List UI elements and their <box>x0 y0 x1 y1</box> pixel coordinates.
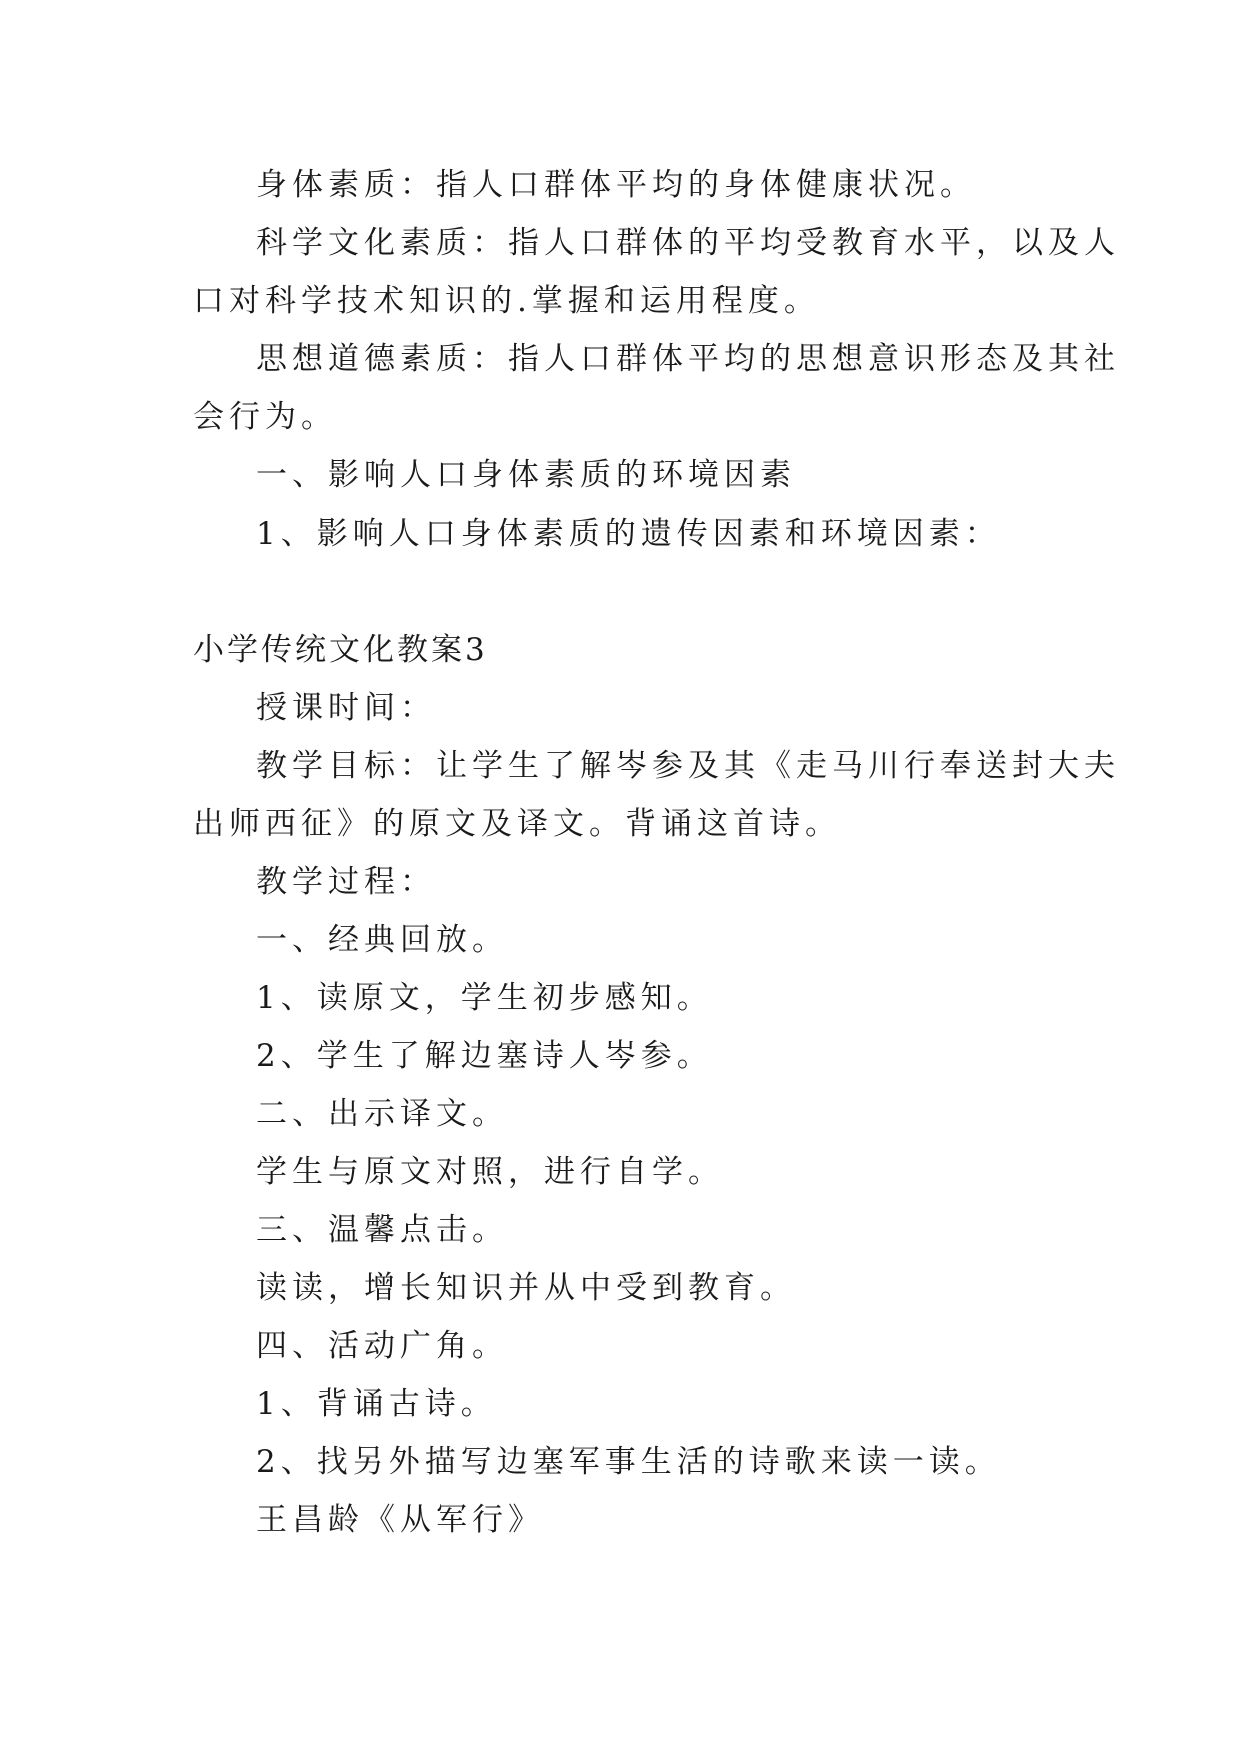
teaching-process: 教学过程： <box>256 864 436 900</box>
class-time: 授课时间： <box>256 690 436 726</box>
section-heading-environment: 一、影响人口身体素质的环境因素 <box>256 457 796 493</box>
step-one-item-1: 1、读原文，学生初步感知。 <box>256 980 713 1016</box>
step-two-text: 学生与原文对照，进行自学。 <box>256 1154 724 1190</box>
list-item-genetic-environment: 1、影响人口身体素质的遗传因素和环境因素： <box>256 516 1001 552</box>
lesson-title: 小学传统文化教案3 <box>193 632 488 668</box>
paragraph-moral-quality: 思想道德素质：指人口群体平均的思想意识形态及其社 <box>256 341 1120 377</box>
step-two-heading: 二、出示译文。 <box>256 1096 508 1132</box>
paragraph-science-culture-quality-cont: 口对科学技术知识的.掌握和运用程度。 <box>193 283 820 319</box>
step-one-item-2: 2、学生了解边塞诗人岑参。 <box>256 1038 713 1074</box>
paragraph-moral-quality-cont: 会行为。 <box>193 399 337 435</box>
paragraph-physical-quality: 身体素质：指人口群体平均的身体健康状况。 <box>256 167 976 203</box>
poem-title: 王昌龄《从军行》 <box>256 1502 544 1538</box>
step-four-item-1: 1、背诵古诗。 <box>256 1386 497 1422</box>
step-four-heading: 四、活动广角。 <box>256 1328 508 1364</box>
step-three-text: 读读，增长知识并从中受到教育。 <box>256 1270 796 1306</box>
paragraph-science-culture-quality: 科学文化素质：指人口群体的平均受教育水平，以及人 <box>256 225 1120 261</box>
step-three-heading: 三、温馨点击。 <box>256 1212 508 1248</box>
teaching-goal: 教学目标：让学生了解岑参及其《走马川行奉送封大夫 <box>256 748 1120 784</box>
step-four-item-2: 2、找另外描写边塞军事生活的诗歌来读一读。 <box>256 1444 1001 1480</box>
teaching-goal-cont: 出师西征》的原文及译文。背诵这首诗。 <box>193 806 841 842</box>
step-one-heading: 一、经典回放。 <box>256 922 508 958</box>
